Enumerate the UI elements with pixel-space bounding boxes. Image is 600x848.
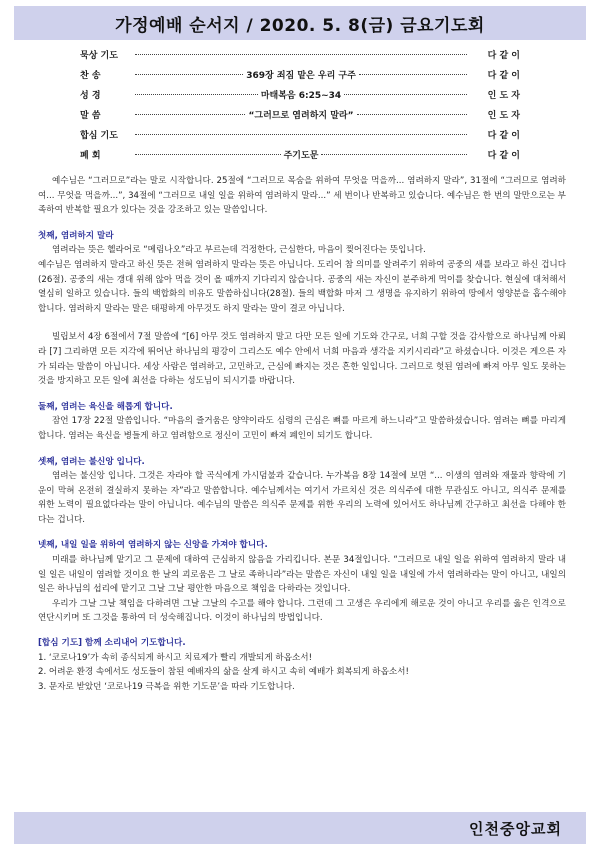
prayer-heading: [합심 기도] 함께 소리내어 기도합니다.	[38, 638, 186, 649]
order-row-scripture	[80, 84, 520, 104]
order-label: 찬 송	[80, 70, 101, 81]
order-who: 다 같 이	[487, 130, 520, 141]
dotted-leader	[135, 114, 245, 115]
order-who: 인 도 자	[487, 90, 520, 101]
section-heading-1: 첫째, 염려하지 말라	[38, 230, 114, 241]
dotted-leader	[135, 134, 467, 135]
order-label: 합심 기도	[80, 130, 118, 141]
order-label: 폐 회	[80, 150, 101, 161]
order-who: 다 같 이	[487, 50, 520, 61]
paragraph: 염려라는 뜻은 헬라어로 “메림나오”라고 부르는데 걱정한다, 근심한다, 마음이 찢어진다는 뜻입니다.	[52, 245, 426, 256]
order-who: 인 도 자	[487, 110, 520, 121]
order-content: “그러므로 염려하지 말라”	[248, 110, 354, 121]
dotted-leader	[135, 54, 467, 55]
dotted-leader	[344, 94, 467, 95]
dotted-leader	[321, 154, 467, 155]
prayer-item: 2. 어려운 환경 속에서도 성도들이 참된 예배자의 삶을 살게 하시고 속히 예배가 회복되게 하옵소서!	[38, 667, 409, 678]
section-heading-3: 셋째, 염려는 불신앙 입니다.	[38, 456, 145, 467]
dotted-leader	[135, 94, 258, 95]
order-row-hymn	[80, 64, 520, 84]
sermon-body	[38, 174, 566, 694]
section-heading-2: 둘째, 염려는 육신을 해롭게 합니다.	[38, 401, 173, 412]
dotted-leader	[359, 74, 467, 75]
order-row-sermon	[80, 104, 520, 124]
prayer-item: 3. 문자로 받았던 ‘코로나19 극복을 위한 기도문’을 따라 기도합니다.	[38, 681, 295, 692]
prayer-item: 1. ‘코로나19’가 속히 종식되게 하시고 치료제가 빨리 개발되게 하옵소서!	[38, 652, 313, 663]
paragraph: 잠언 17장 22절 말씀입니다. “마음의 즐거움은 양약이라도 심령의 근심은 뼈를 마르게 하느니라”고 말씀하셨습니다. 염려는 뼈를 마리게 합니다. 염려는 육신을 병들게 하고 염려함으로 정신이 고민이 빠져 폐인이 되기도 합니다.	[38, 416, 566, 441]
dotted-leader	[135, 74, 243, 75]
order-label: 성 경	[80, 90, 101, 101]
order-label: 묵상 기도	[80, 50, 118, 61]
order-content: 369장 죄짐 맡은 우리 구주	[246, 70, 356, 81]
order-label: 말 씀	[80, 110, 101, 121]
paragraph: 염려는 불신앙 입니다. 그것은 자라야 할 곡식에게 가시덤불과 같습니다. 누가복음 8장 14절에 보면 “... 이생의 염려와 재물과 향락에 기운이 막혀 온전히 결실하지 못하는 자”라고 말씀합니다. 예수님께서는 여기서 가르치신 것은 의식주에 대한 무관심도 아니고, 의식주 문제를 위한 노력이 필요없다라는 말이 아닙니다. 예수님의 말씀은 의식주 문제를 위한 우리의 노력에 있어서도 하나님께 간구하고 최선을 다해야 한다는 겁니다.	[38, 471, 566, 525]
intro-paragraph: 예수님은 “그러므로”라는 말로 시작합니다. 25절에 “그러므로 목숨을 위하여 무엇을 먹을까... 염려하지 말라”, 31절에 “그러므로 염려하여... 무엇을 먹을까...”, 34절에 “그러므로 내일 일을 위하여 염려하지 말라...” 세 번이나 반복하고 있습니다. 예수님은 한 번의 말만으로는 부족하여 반복할 필요가 있다는 것을 강조하고 있는 말씀입니다.	[38, 176, 566, 216]
order-content: 주기도문	[283, 150, 319, 161]
paragraph: 빌립보서 4장 6절에서 7절 말씀에 “[6] 아무 것도 염려하지 말고 다만 모든 일에 기도와 간구로, 너희 구할 것을 감사함으로 하나님께 아뢰라 [7] 그리하면 모든 지각에 뛰어난 하나님의 평강이 그리스도 예수 안에서 너희 마음과 생각을 지키시리라”고 하셨습니다. 이것은 게으른 자가 되라는 말씀이 아닙니다. 세상 사람은 염려하고, 고민하고, 근심에 빠지는 것은 흔한 일입니다. 그러므로 헛된 염려에 빠져 아무 일도 못하는 것을 방지하고 모든 일에 최선을 다하는 성도님이 되시기를 바랍니다.	[38, 332, 566, 387]
order-content: 마태복음 6:25~34	[260, 90, 342, 101]
dotted-leader	[135, 154, 281, 155]
order-who: 다 같 이	[487, 70, 520, 81]
title-banner	[14, 6, 586, 40]
section-heading-4: 넷째, 내일 일을 위하여 염려하지 않는 신앙을 가져야 합니다.	[38, 540, 268, 551]
order-who: 다 같 이	[487, 150, 520, 161]
order-row-closing	[80, 144, 520, 164]
paragraph: 미래를 하나님께 맡기고 그 문제에 대하여 근심하지 않음을 가리킵니다. 본문 34절입니다. “그러므로 내일 일을 위하여 염려하지 말라 내일 일은 내일이 염려할 것이요 한 날의 괴로움은 그 날로 족하니라”라는 말씀은 자신이 내일 일을 내일에 가서 염려하라는 말이 아니고, 내일의 일은 하나님의 섭리에 맡기고 그날 그날 평안한 마음으로 책임을 다하라는 것입니다.	[38, 555, 566, 595]
paragraph: 우리가 그날 그날 책임을 다하려면 그날 그날의 수고를 해야 합니다. 그런데 그 고생은 우리에게 해로운 것이 아니고 우리를 옳은 인격으로 연단시키며 또 그것을 통하여 더 성숙해집니다. 이것이 하나님의 방법입니다.	[38, 598, 566, 624]
order-row-silent-prayer	[80, 44, 520, 64]
page-title: 가정예배 순서지 / 2020. 5. 8(금) 금요기도회	[115, 15, 485, 36]
order-row-group-prayer	[80, 124, 520, 144]
paragraph: 예수님은 염려하지 말라고 하신 뜻은 전혀 염려하지 말라는 뜻은 아닙니다. 도리어 참 의미를 알려주기 위하여 공중의 새를 보라고 하신 겁니다(26절). 공중의 새는 갱대 위해 않아 먹을 것이 올 때까지 기다리지 않습니다. 공중의 새는 자신이 분주하게 먹이를 찾습니다. 현실에 대처해서 열심히 일하고 있습니다. 들의 백합화의 비유도 말씀하십니다(28절). 들의 백합화 마저 그 생명을 유지하기 위하여 땅에서 영양분을 흡수해야 합니다. 염려하지 말라는 말은 태평하게 아무것도 하지 말라는 말이 결코 아닙니다.	[38, 259, 566, 314]
footer-banner	[14, 812, 586, 844]
worship-order	[80, 44, 520, 164]
dotted-leader	[357, 114, 467, 115]
church-name: 인천중앙교회	[469, 820, 562, 838]
